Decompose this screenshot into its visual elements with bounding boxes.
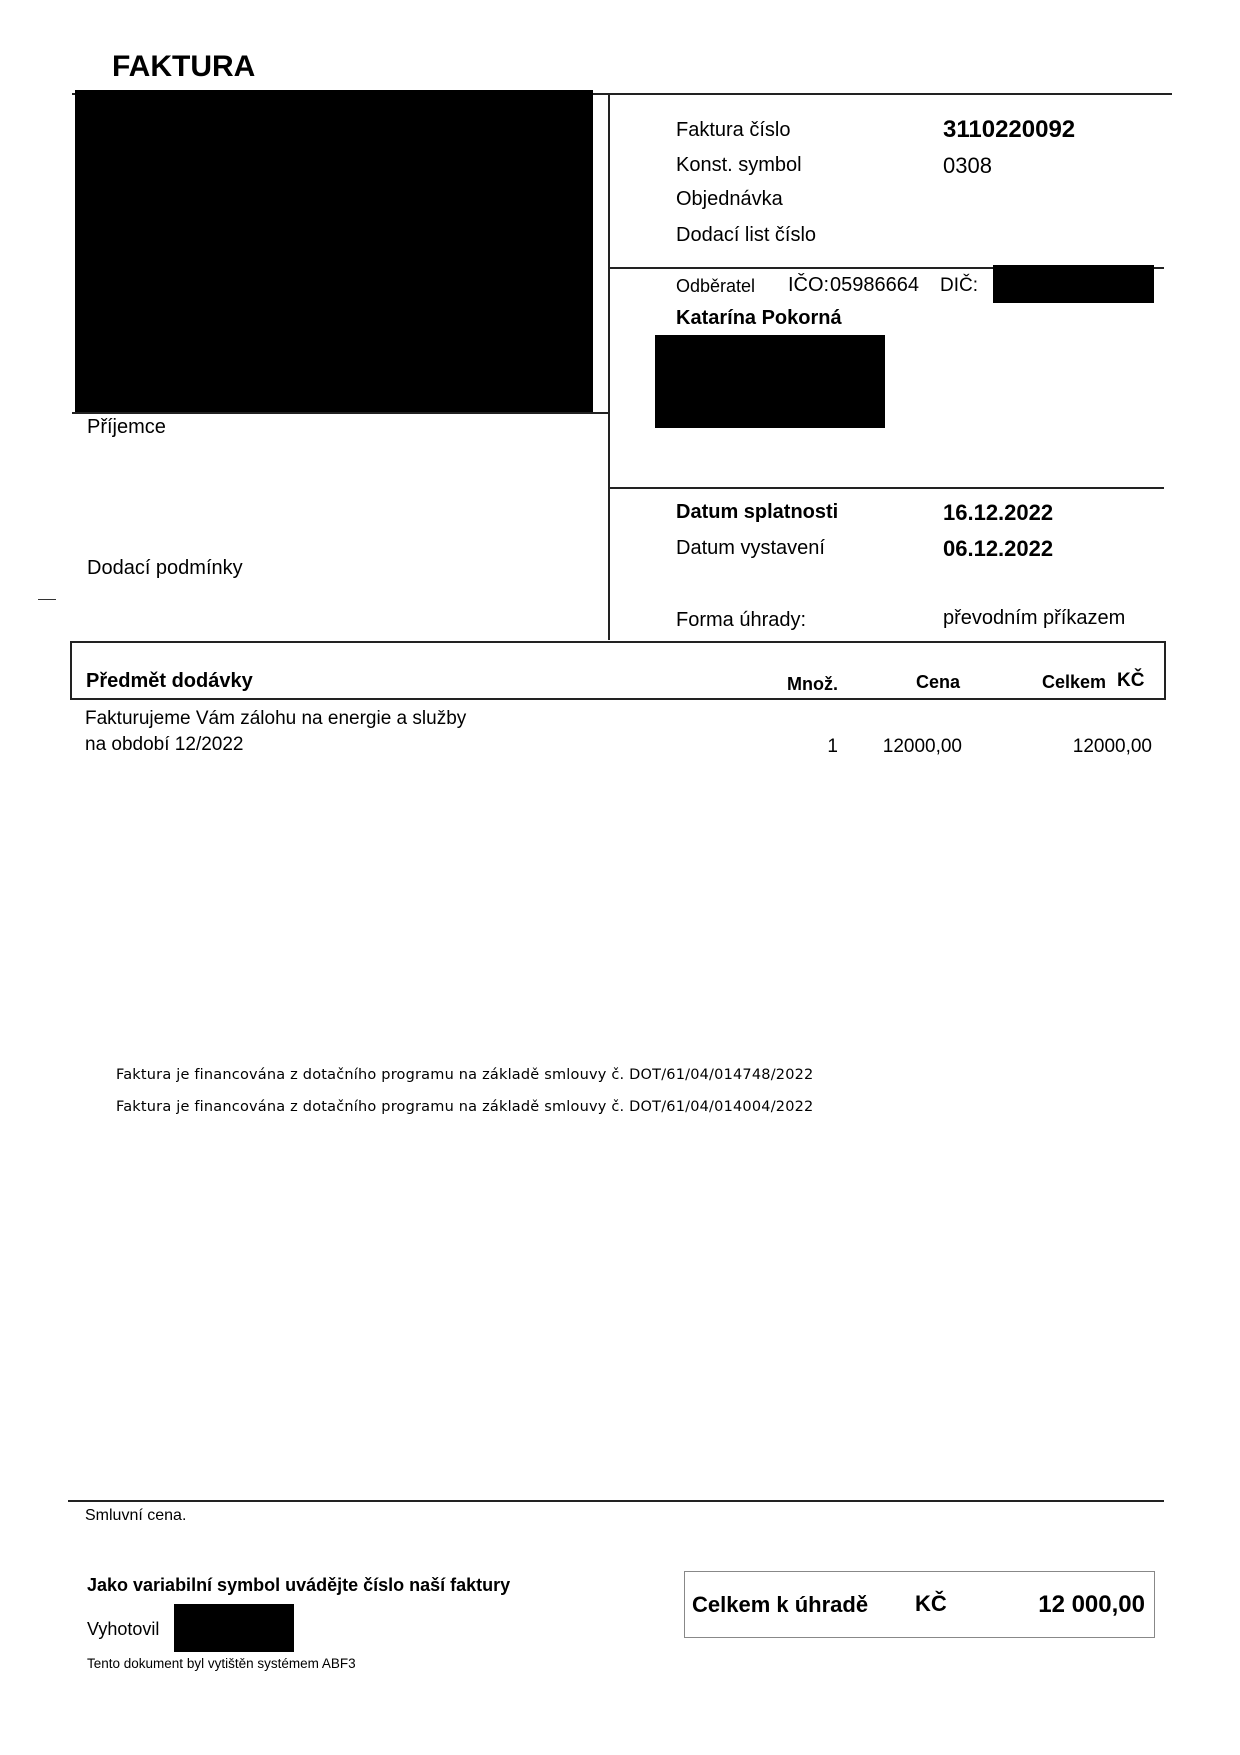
column-price: Cena xyxy=(916,672,961,692)
dic-label: DIČ: xyxy=(940,275,978,296)
table-header xyxy=(70,641,1166,700)
table-row xyxy=(0,700,1240,770)
ico-value: 05986664 xyxy=(830,274,919,296)
redacted-customer-address xyxy=(655,335,885,428)
row-total: 12000,00 xyxy=(1072,736,1152,757)
dates-rule xyxy=(608,487,1164,489)
contract-price: Smluvní cena. xyxy=(85,1507,187,1524)
invoice-number-label: Faktura číslo xyxy=(676,119,791,141)
due-date-label: Datum splatnosti xyxy=(676,501,839,523)
column-quantity: Množ. xyxy=(787,674,838,694)
row-quantity: 1 xyxy=(827,736,838,757)
customer-name: Katarína Pokorná xyxy=(676,307,842,329)
column-total: Celkem xyxy=(1042,672,1107,692)
delivery-note-label: Dodací list číslo xyxy=(676,224,817,246)
const-symbol: 0308 xyxy=(943,153,992,178)
total-currency: KČ xyxy=(915,1591,947,1616)
column-currency: KČ xyxy=(1117,670,1145,691)
delivery-terms-label: Dodací podmínky xyxy=(87,557,243,579)
issue-date-label: Datum vystavení xyxy=(676,537,825,559)
due-date: 16.12.2022 xyxy=(943,500,1054,525)
ico-label: IČO: xyxy=(788,274,830,296)
recipient-label: Příjemce xyxy=(87,416,166,438)
prepared-by-label: Vyhotovil xyxy=(87,1619,160,1639)
redacted-supplier-block xyxy=(75,90,593,412)
payment-method-label: Forma úhrady: xyxy=(676,609,807,631)
funding-note-1: Faktura je financována z dotačního programu na základě smlouvy č. DOT/61/04/014748/2022 xyxy=(116,1067,814,1083)
left-rule xyxy=(72,412,609,414)
payment-method: převodním příkazem xyxy=(943,607,1126,629)
invoice-number: 3110220092 xyxy=(943,116,1076,143)
header-divider xyxy=(608,93,610,640)
redacted-dic xyxy=(993,265,1154,303)
issue-date: 06.12.2022 xyxy=(943,536,1054,561)
footer-rule xyxy=(68,1500,1164,1502)
redacted-prepared-by xyxy=(174,1604,294,1652)
total-box xyxy=(684,1571,1155,1638)
customer-label: Odběratel xyxy=(676,276,756,296)
row-description-line1: Fakturujeme Vám zálohu na energie a služby xyxy=(85,708,467,729)
order-label: Objednávka xyxy=(676,188,783,210)
funding-note-2: Faktura je financována z dotačního programu na základě smlouvy č. DOT/61/04/014004/2022 xyxy=(116,1099,814,1115)
system-note: Tento dokument byl vytištěn systémem ABF3 xyxy=(87,1656,356,1671)
row-price: 12000,00 xyxy=(882,736,962,757)
total-label: Celkem k úhradě xyxy=(692,1592,869,1617)
total-amount: 12 000,00 xyxy=(1038,1591,1145,1618)
column-item: Předmět dodávky xyxy=(86,670,253,692)
margin-dash xyxy=(38,599,56,600)
page-title: FAKTURA xyxy=(112,50,256,83)
const-symbol-label: Konst. symbol xyxy=(676,154,802,176)
variable-symbol-note: Jako variabilní symbol uvádějte číslo naší faktury xyxy=(87,1575,511,1595)
row-description-line2: na období 12/2022 xyxy=(85,734,244,755)
